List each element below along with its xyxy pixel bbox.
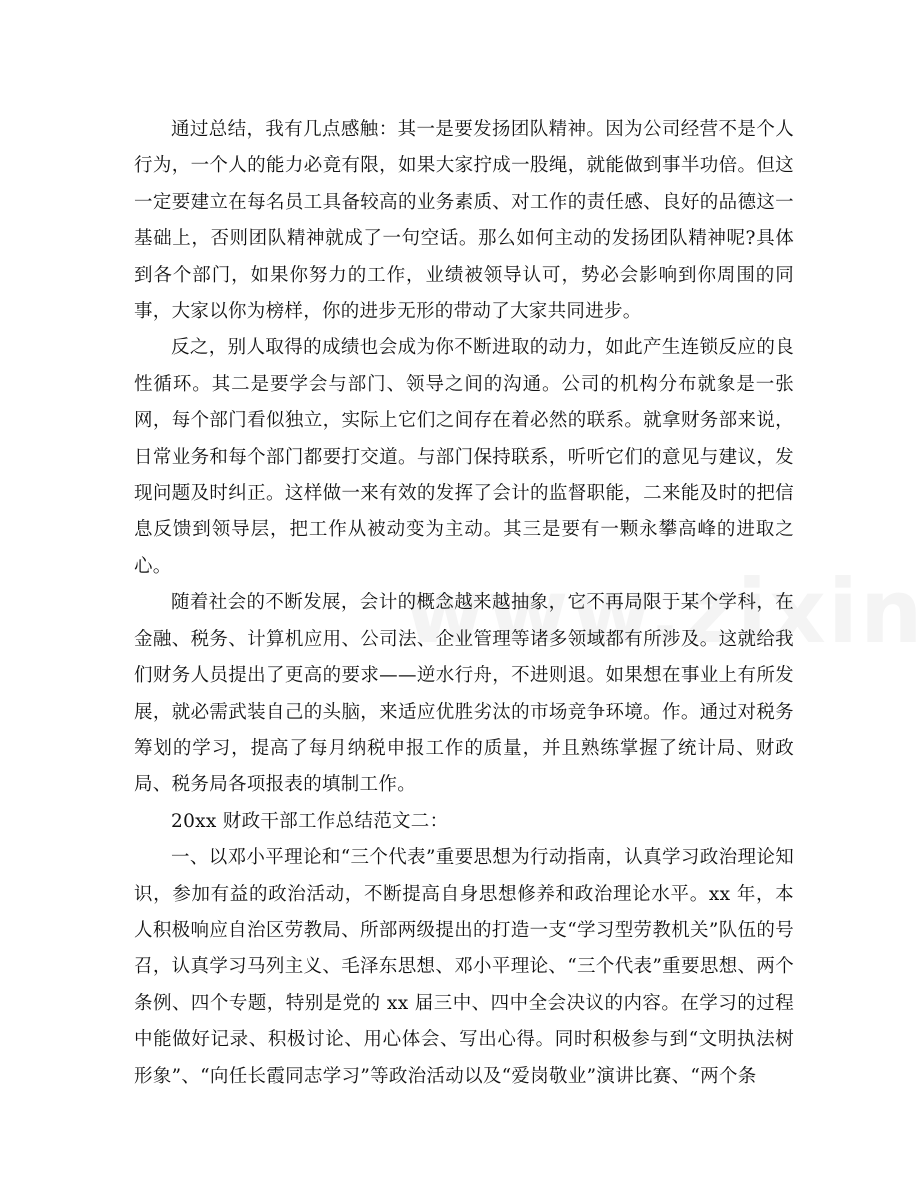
paragraph-1: 通过总结，我有几点感触：其一是要发扬团队精神。因为公司经营不是个人行为，一个人的能力必竟有限，如果大家拧成一股绳，就能做到事半功倍。但这一定要建立在每名员工具备较高的业务素质、对工作的责任感、良好的品德这一基础上，否则团队精神就成了一句空话。那么如何主动的发扬团队精神呢?具体到各个部门，如果你努力的工作，业绩被领导认可，势必会影响到你周围的同事，大家以你为榜样，你的进步无形的带动了大家共同进步。 — [134, 119, 794, 323]
document-body — [134, 112, 794, 1095]
section-heading: 20xx 财政干部工作总结范文二： — [171, 810, 449, 832]
paragraph-2: 反之，别人取得的成绩也会成为你不断进取的动力，如此产生连锁反应的良性循环。其二是要学会与部门、领导之间的沟通。公司的机构分布就象是一张网，每个部门看似独立，实际上它们之间存在着必然的联系。就拿财务部来说，日常业务和每个部门都要打交道。与部门保持联系，听听它们的意见与建议，发现问题及时纠正。这样做一来有效的发挥了会计的监督职能，二来能及时的把信息反馈到领导层，把工作从被动变为主动。其三是要有一颗永攀高峰的进取之心。 — [134, 337, 794, 577]
paragraph-4: 一、以邓小平理论和“三个代表”重要思想为行动指南，认真学习政治理论知识，参加有益的政治活动，不断提高自身思想修养和政治理论水平。xx 年，本人积极响应自治区劳教局、所部两级提出的打造一支“学习型劳教机关”队伍的号召，认真学习马列主义、毛泽东思想、邓小平理论、“三个代表”重要思想、两个条例、四个专题，特别是党的 xx 届三中、四中全会决议的内容。在学习的过程中能做好记录、积极讨论、用心体会、写出心得。同时积极参与到“文明执法树形象”、“向任长霞同志学习”等政治活动以及“爱岗敬业”演讲比赛、“两个条 — [134, 847, 794, 1087]
paragraph-3: 随着社会的不断发展，会计的概念越来越抽象，它不再局限于某个学科，在金融、税务、计算机应用、公司法、企业管理等诸多领域都有所涉及。这就给我们财务人员提出了更高的要求——逆水行舟，不进则退。如果想在事业上有所发展，就必需武装自己的头脑，来适应优胜劣汰的市场竞争环境。作。通过对税务筹划的学习，提高了每月纳税申报工作的质量，并且熟练掌握了统计局、财政局、税务局各项报表的填制工作。 — [134, 592, 794, 796]
